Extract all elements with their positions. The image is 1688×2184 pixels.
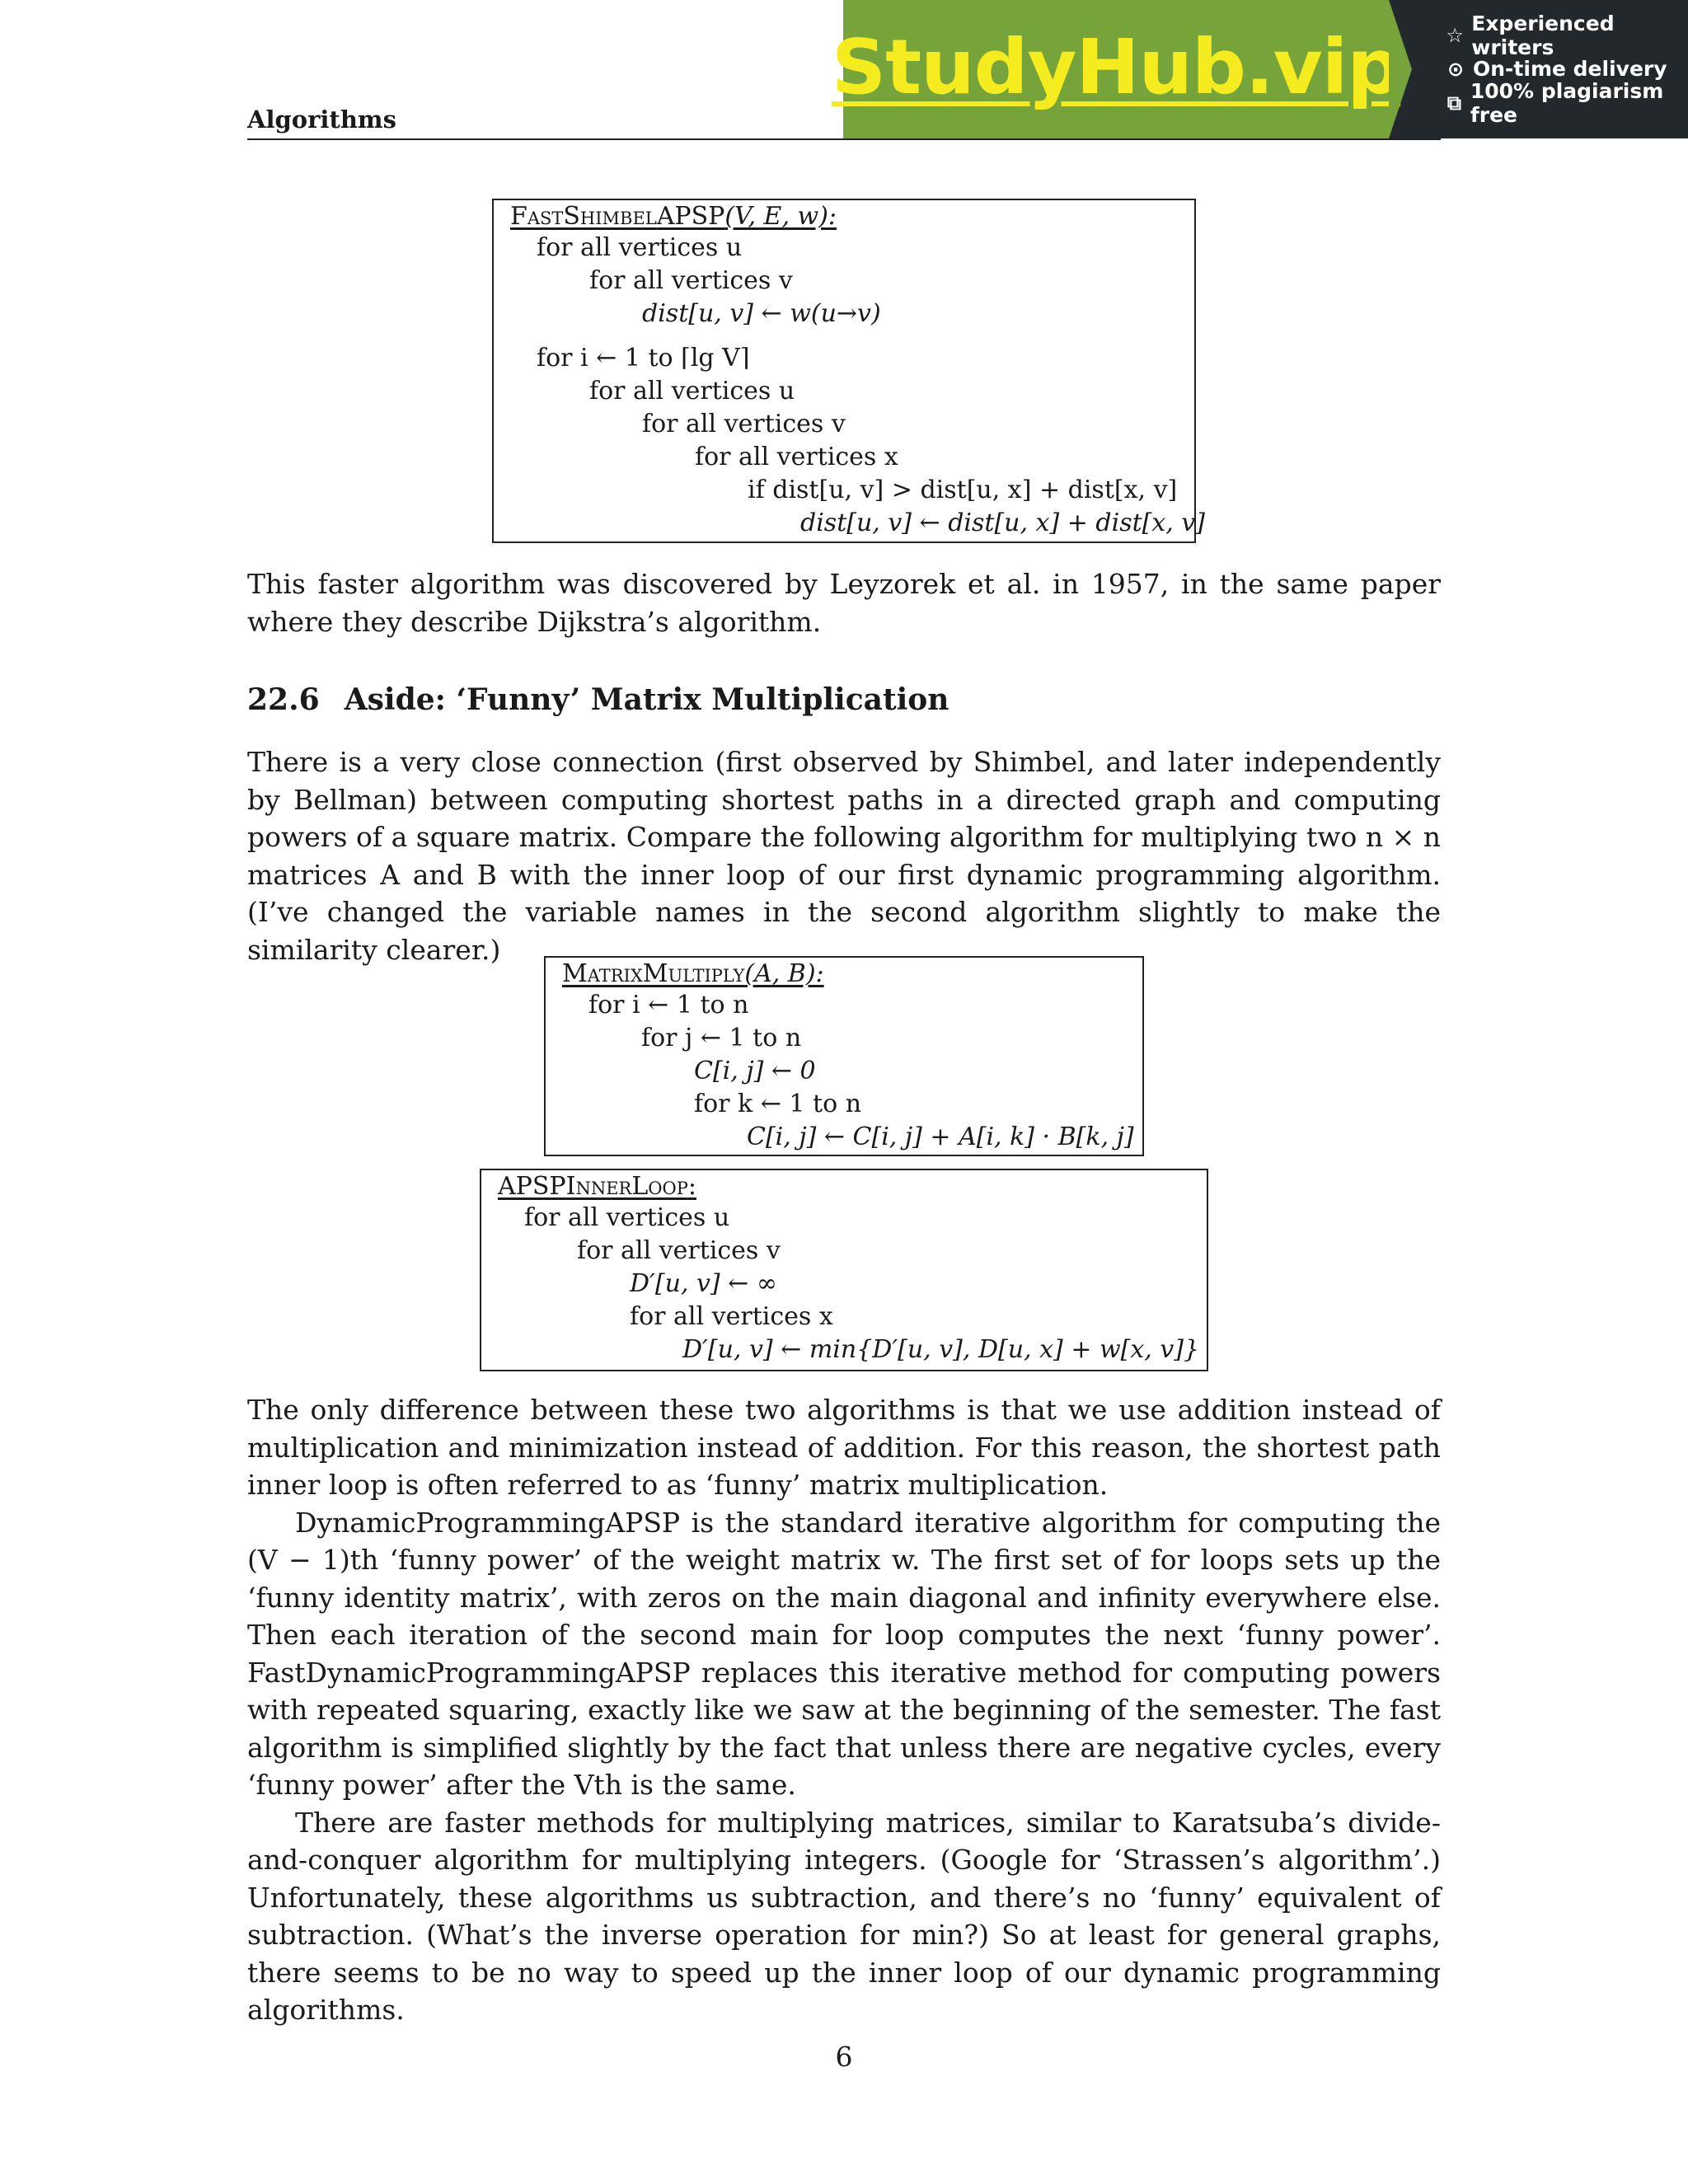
star-outline-icon: ☆ [1446,23,1464,47]
algorithm-params: (V, E, w): [724,202,837,231]
feature-label: Experienced writers [1471,11,1615,59]
code-line: dist[u, v] ← w(u→v) [642,299,881,328]
algorithm-title [510,200,837,233]
header-rule [247,138,1441,140]
logo-text: StudyHub.vip [831,22,1401,111]
page-number: 6 [835,2041,853,2073]
copy-icon: ⧉ [1447,91,1461,115]
paragraph-shimbel-bellman [247,743,1441,968]
code-line: for all vertices x [695,443,898,471]
code-line: for all vertices u [524,1203,730,1232]
paragraph-text: DynamicProgrammingAPSP is the standard iterative algorithm for computing the (V − 1)th ‘funny power’ of the weight matrix w. The first set of for loops sets up the ‘funny identity matrix’, with zeros on the main diagonal and infinity everywhere else. Then each iteration of the second main for loop computes the next ‘funny power’. FastDynamicProgrammingAPSP replaces this iterative method for computing powers with repeated squaring, exactly like we saw at the beginning of the semester. The fast algorithm is simplified slightly by the fact that unless there are negative cycles, every ‘funny power’ after the Vth is the same. [247,1506,1441,1801]
paragraph-text: The only difference between these two algorithms is that we use addition instead of multiplication and minimization instead of addition. For this reason, the shortest path inner loop is often referred to as ‘funny’ matrix multiplication. [247,1394,1441,1501]
running-head: Algorithms [247,105,396,134]
section-heading [247,682,949,717]
algorithm-params: : [687,1172,696,1201]
algorithm-name-suffix: APSP [656,202,725,231]
feature-label: 100% plagiarism free [1470,78,1664,127]
code-line: for all vertices u [589,377,795,405]
feature-experienced-writers [1445,11,1688,59]
algorithm-title [498,1170,696,1203]
algorithm-matrix-multiply [544,956,1144,1156]
code-line: for k ← 1 to n [694,1090,862,1118]
code-line: D′[u, v] ← min{D′[u, v], D[u, x] + w[x, v]} [682,1335,1200,1364]
code-line: C[i, j] ← 0 [694,1057,816,1085]
banner-features [1389,0,1688,138]
studyhub-banner[interactable] [831,0,1688,138]
section-number: 22.6 [247,682,320,717]
algorithm-name: FastShimbel [510,202,657,231]
code-line: for j ← 1 to n [641,1024,802,1052]
section-title: Aside: ‘Funny’ Matrix Multiplication [344,682,950,717]
algorithm-params: (A, B): [744,959,824,988]
paragraph-text: This faster algorithm was discovered by Leyzorek et al. in 1957, in the same paper where they describe Dijkstra’s algorithm. [247,568,1441,638]
algorithm-name: InnerLoop [565,1172,688,1201]
code-line: C[i, j] ← C[i, j] + A[i, k] · B[k, j] [747,1122,1134,1151]
algorithm-name: MatrixMultiply [562,959,745,988]
code-line: for all vertices v [589,266,793,295]
algorithm-name-prefix: APSP [498,1172,566,1201]
paragraph-funny-multiplication [247,1391,1441,2029]
studyhub-logo[interactable] [831,0,1401,138]
code-line: for all vertices u [537,233,743,262]
code-line: for all vertices v [642,410,846,438]
code-line: dist[u, v] ← dist[u, x] + dist[x, v] [800,509,1205,537]
algorithm-fast-shimbel-apsp [492,199,1205,543]
paragraph-text: There is a very close connection (first observed by Shimbel, and later independently by Bellman) between computing shortest paths in a directed graph and computing powers of a square matrix. Compare the following algorithm for multiplying two n × n matrices A and B with the inner loop of our first dynamic programming algorithm. (I’ve changed the variable names in the second algorithm slightly to make the similarity clearer.) [247,746,1441,966]
code-line: for all vertices v [577,1236,781,1265]
algorithm-apsp-inner-loop [480,1169,1208,1371]
code-line: D′[u, v] ← ∞ [630,1269,777,1298]
code-line: if dist[u, v] > dist[u, x] + dist[x, v] [748,476,1178,504]
paragraph-text: There are faster methods for multiplying matrices, similar to Karatsuba’s divide-and-conquer algorithm for multiplying integers. (Google for ‘Strassen’s algorithm’.) Unfortunately, these algorithms us subtraction, and there’s no ‘funny’ equivalent of subtraction. (What’s the inverse operation for min?) So at least for general graphs, there seems to be no way to speed up the inner loop of our dynamic programming algorithms. [247,1806,1441,2026]
algorithm-title [562,958,824,991]
feature-plagiarism-free [1445,78,1688,127]
code-line: for all vertices x [630,1302,833,1331]
paragraph-leyzorek [247,565,1441,640]
code-line: for i ← 1 to ⌈lg V⌉ [537,344,750,373]
clock-icon: ⊙ [1447,57,1465,81]
feature-label: On-time delivery [1473,57,1667,81]
code-line: for i ← 1 to n [588,991,749,1019]
